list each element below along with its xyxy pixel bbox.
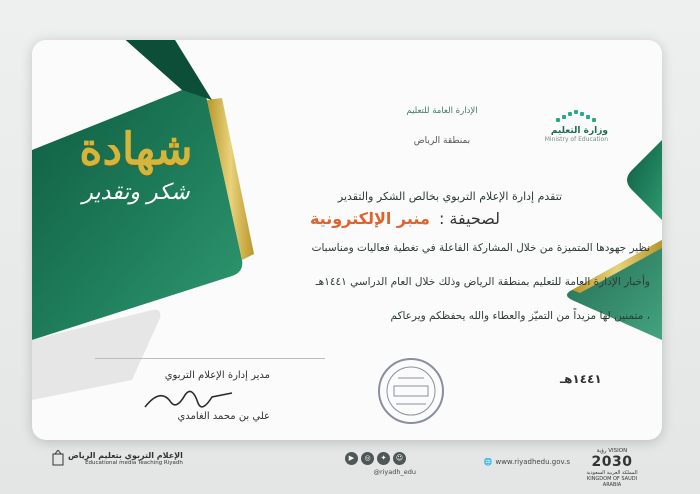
ministry-emblem-icon: [556, 108, 600, 124]
footer-bar: [32, 446, 662, 488]
media-org-ar: الإعلام التربوي بتعليم الرياض: [68, 450, 183, 460]
vision-2030-logo: [582, 448, 642, 488]
social-icons: [345, 452, 406, 465]
intro-line: تتقدم إدارة الإعلام التربوي بخالص الشكر والتقدير: [337, 190, 563, 203]
department-region: بمنطقة الرياض: [413, 136, 471, 146]
recipient-prefix: لصحيفة :: [438, 209, 500, 228]
ministry-name-ar: وزارة التعليم: [550, 126, 608, 136]
signatory-name: علي بن محمد الغامدي: [177, 411, 270, 422]
certificate-title: شهادة: [79, 124, 193, 175]
recipient-line: [190, 209, 650, 228]
certificate-subtitle: شكر وتقدير: [82, 180, 190, 205]
department-name: الإدارة العامة للتعليم: [406, 106, 478, 116]
social-handle: @riyadh_edu: [373, 468, 416, 476]
youtube-icon[interactable]: ▶: [345, 452, 358, 465]
instagram-icon[interactable]: ◎: [361, 452, 374, 465]
website[interactable]: [484, 458, 570, 466]
certificate-body: [190, 190, 650, 344]
body-line-3: ، متمنين لها مزيداً من التميّز والعطاء والله يحفظكم ويرعاكم: [390, 310, 650, 322]
twitter-icon[interactable]: ✦: [377, 452, 390, 465]
website-url: www.riyadhedu.gov.s: [495, 458, 570, 466]
globe-icon: 🌐: [483, 458, 493, 466]
issue-year: ١٤٤١هـ: [560, 372, 602, 386]
ministry-name-en: Ministry of Education: [544, 136, 608, 143]
media-org-en: Educational media Teaching Riyadh: [85, 459, 183, 466]
body-line-1: نظير جهودها المتميزة من خلال المشاركة الفاعلة في تغطية فعاليات ومناسبات: [311, 242, 650, 254]
recipient-name: منبر الإلكترونية: [309, 209, 430, 228]
media-org-logo: [52, 450, 183, 466]
body-line-2: وأخبار الإدارة العامة للتعليم بمنطقة الرياض وذلك خلال العام الدراسي ١٤٤١هـ: [315, 276, 650, 288]
media-org-icon: [52, 450, 64, 466]
vision-label: VISION رؤية: [596, 448, 628, 454]
handwritten-signature-icon: [140, 383, 240, 417]
official-stamp-icon: [376, 356, 446, 426]
signature-divider: [95, 358, 325, 359]
department-header: [342, 106, 542, 146]
snapchat-icon[interactable]: ☺: [393, 452, 406, 465]
ministry-logo: [538, 108, 608, 143]
vision-country: المملكة العربية السعودية KINGDOM OF SAUDI ARABIA: [586, 470, 638, 488]
vision-year: 2030: [591, 454, 633, 470]
signatory-role: مدير إدارة الإعلام التربوي: [164, 370, 270, 381]
